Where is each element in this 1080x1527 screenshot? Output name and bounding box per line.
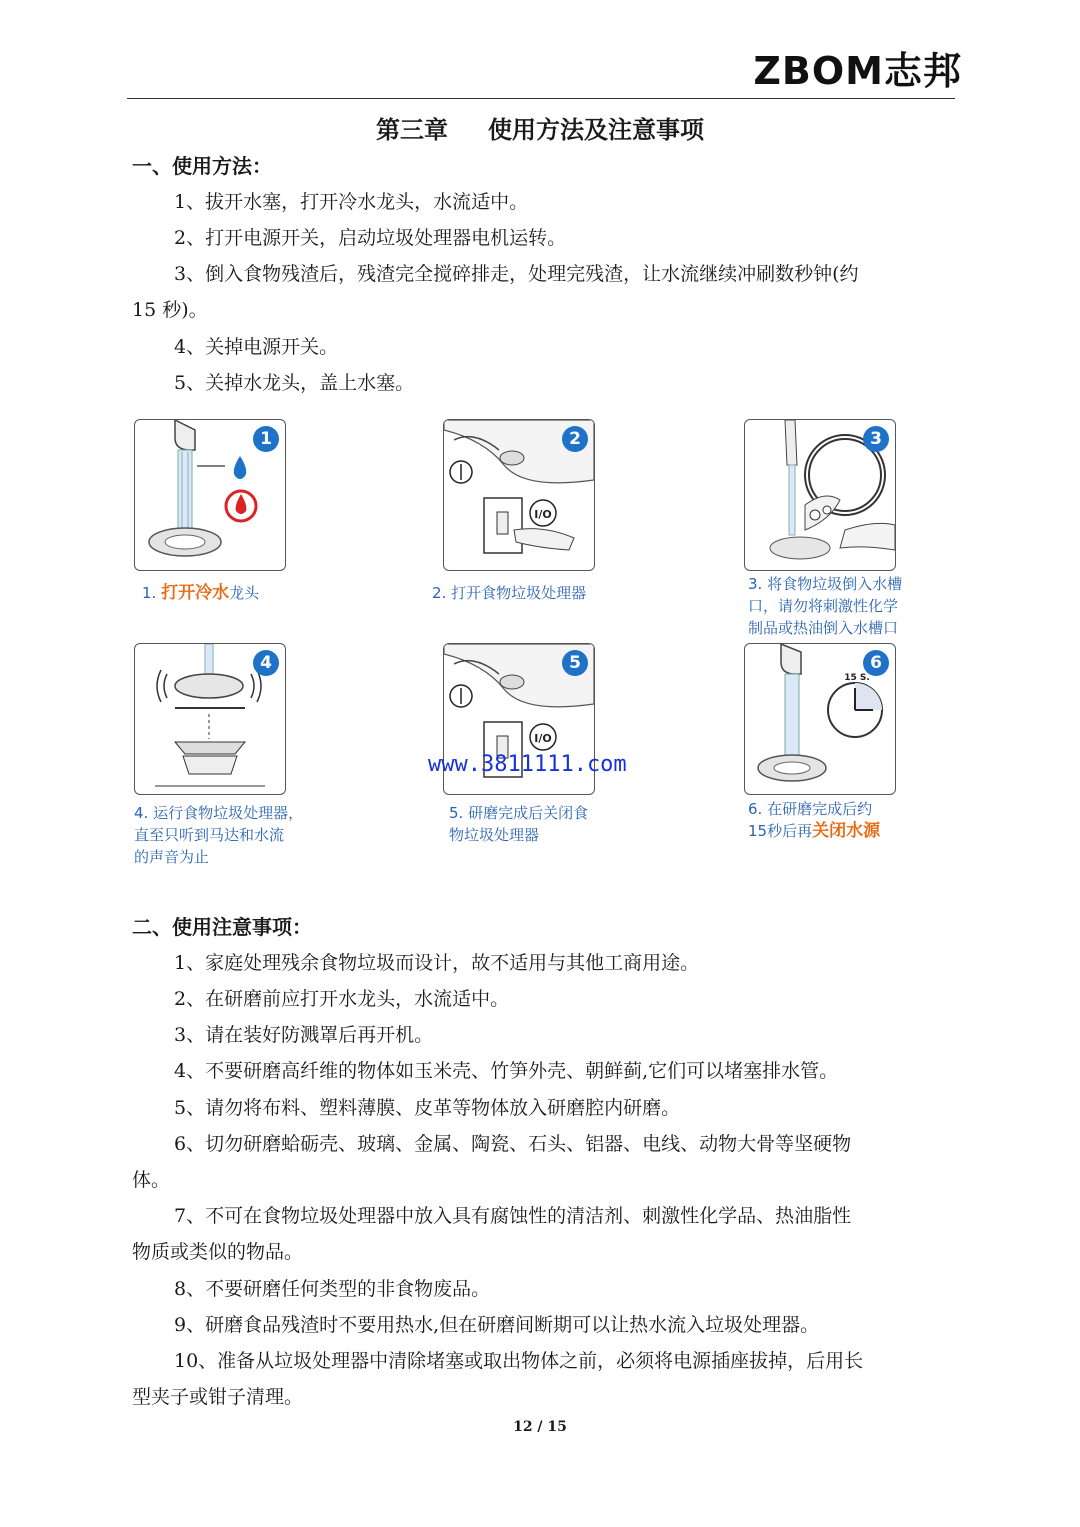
step-4-caption: 4. 运行食物垃圾处理器， 直至只听到马达和水流 的声音为止 [134,804,304,866]
step-1-caption: 1. 打开冷水龙头 [142,583,260,603]
step-2-illustration [443,419,595,571]
step-5-caption: 5. 研磨完成后关闭食 物垃圾处理器 [449,804,589,844]
switch-label: I/O [534,732,552,745]
step-1-illustration [134,419,286,571]
notes-item: 4、不要研磨高纤维的物体如玉米壳、竹笋外壳、朝鲜蓟,它们可以堵塞排水管。 [174,1060,839,1082]
timer-label: 15 S. [844,673,870,683]
step-number-badge: 6 [863,650,889,676]
notes-item-continuation: 物质或类似的物品。 [132,1241,304,1263]
section-notes-heading: 二、使用注意事项： [132,915,312,939]
step-number-badge: 5 [562,650,588,676]
watermark-url: www.3811111.com [428,752,627,777]
step-number-badge: 4 [253,650,279,676]
usage-item: 3、倒入食物残渣后，残渣完全搅碎排走，处理完残渣，让水流继续冲刷数秒钟(约 [174,263,859,285]
step-2-caption: 2. 打开食物垃圾处理器 [432,584,587,602]
step-number-badge: 2 [562,426,588,452]
notes-item: 7、不可在食物垃圾处理器中放入具有腐蚀性的清洁剂、刺激性化学品、热油脂性 [174,1205,852,1227]
step-number-badge: 3 [863,426,889,452]
step-6-caption: 6. 在研磨完成后约 15秒后再关闭水源 [748,800,881,841]
caption-highlight: 打开冷水 [161,583,230,603]
notes-item: 8、不要研磨任何类型的非食物废品。 [174,1278,491,1300]
notes-item: 5、请勿将布料、塑料薄膜、皮革等物体放入研磨腔内研磨。 [174,1097,681,1119]
chapter-number: 第三章 [376,115,448,144]
header-rule [127,98,955,99]
section-usage-heading: 一、使用方法： [132,154,272,178]
notes-item: 10、准备从垃圾处理器中清除堵塞或取出物体之前，必须将电源插座拔掉，后用长 [174,1350,864,1372]
step-3-illustration [744,419,896,571]
step-6-illustration [744,643,896,795]
step-3-caption: 3. 将食物垃圾倒入水槽 口，请勿将刺激性化学 制品或热油倒入水槽口 [748,575,903,637]
page-number: 12 / 15 [513,1419,567,1435]
switch-label: I/O [534,508,552,521]
notes-item: 9、研磨食品残渣时不要用热水,但在研磨间断期可以让热水流入垃圾处理器。 [174,1314,820,1336]
usage-item: 5、关掉水龙头，盖上水塞。 [174,372,415,394]
brand-logo: ZBOM志邦 [753,49,962,93]
notes-item: 1、家庭处理残余食物垃圾而设计，故不适用与其他工商用途。 [174,952,700,974]
notes-item: 3、请在装好防溅罩后再开机。 [174,1024,434,1046]
usage-item: 2、打开电源开关，启动垃圾处理器电机运转。 [174,227,567,249]
notes-item-continuation: 型夹子或钳子清理。 [132,1386,304,1408]
usage-item: 1、拔开水塞，打开冷水龙头，水流适中。 [174,191,529,213]
usage-item: 4、关掉电源开关。 [174,336,339,358]
caption-highlight: 关闭水源 [812,821,881,841]
chapter-title [0,110,1080,145]
chapter-heading: 使用方法及注意事项 [488,115,704,144]
notes-item-continuation: 体。 [132,1169,171,1191]
usage-item-continuation: 15 秒)。 [132,299,208,321]
notes-item: 2、在研磨前应打开水龙头，水流适中。 [174,988,510,1010]
step-4-illustration [134,643,286,795]
notes-item: 6、切勿研磨蛤砺壳、玻璃、金属、陶瓷、石头、铝器、电线、动物大骨等坚硬物 [174,1133,852,1155]
step-number-badge: 1 [253,426,279,452]
